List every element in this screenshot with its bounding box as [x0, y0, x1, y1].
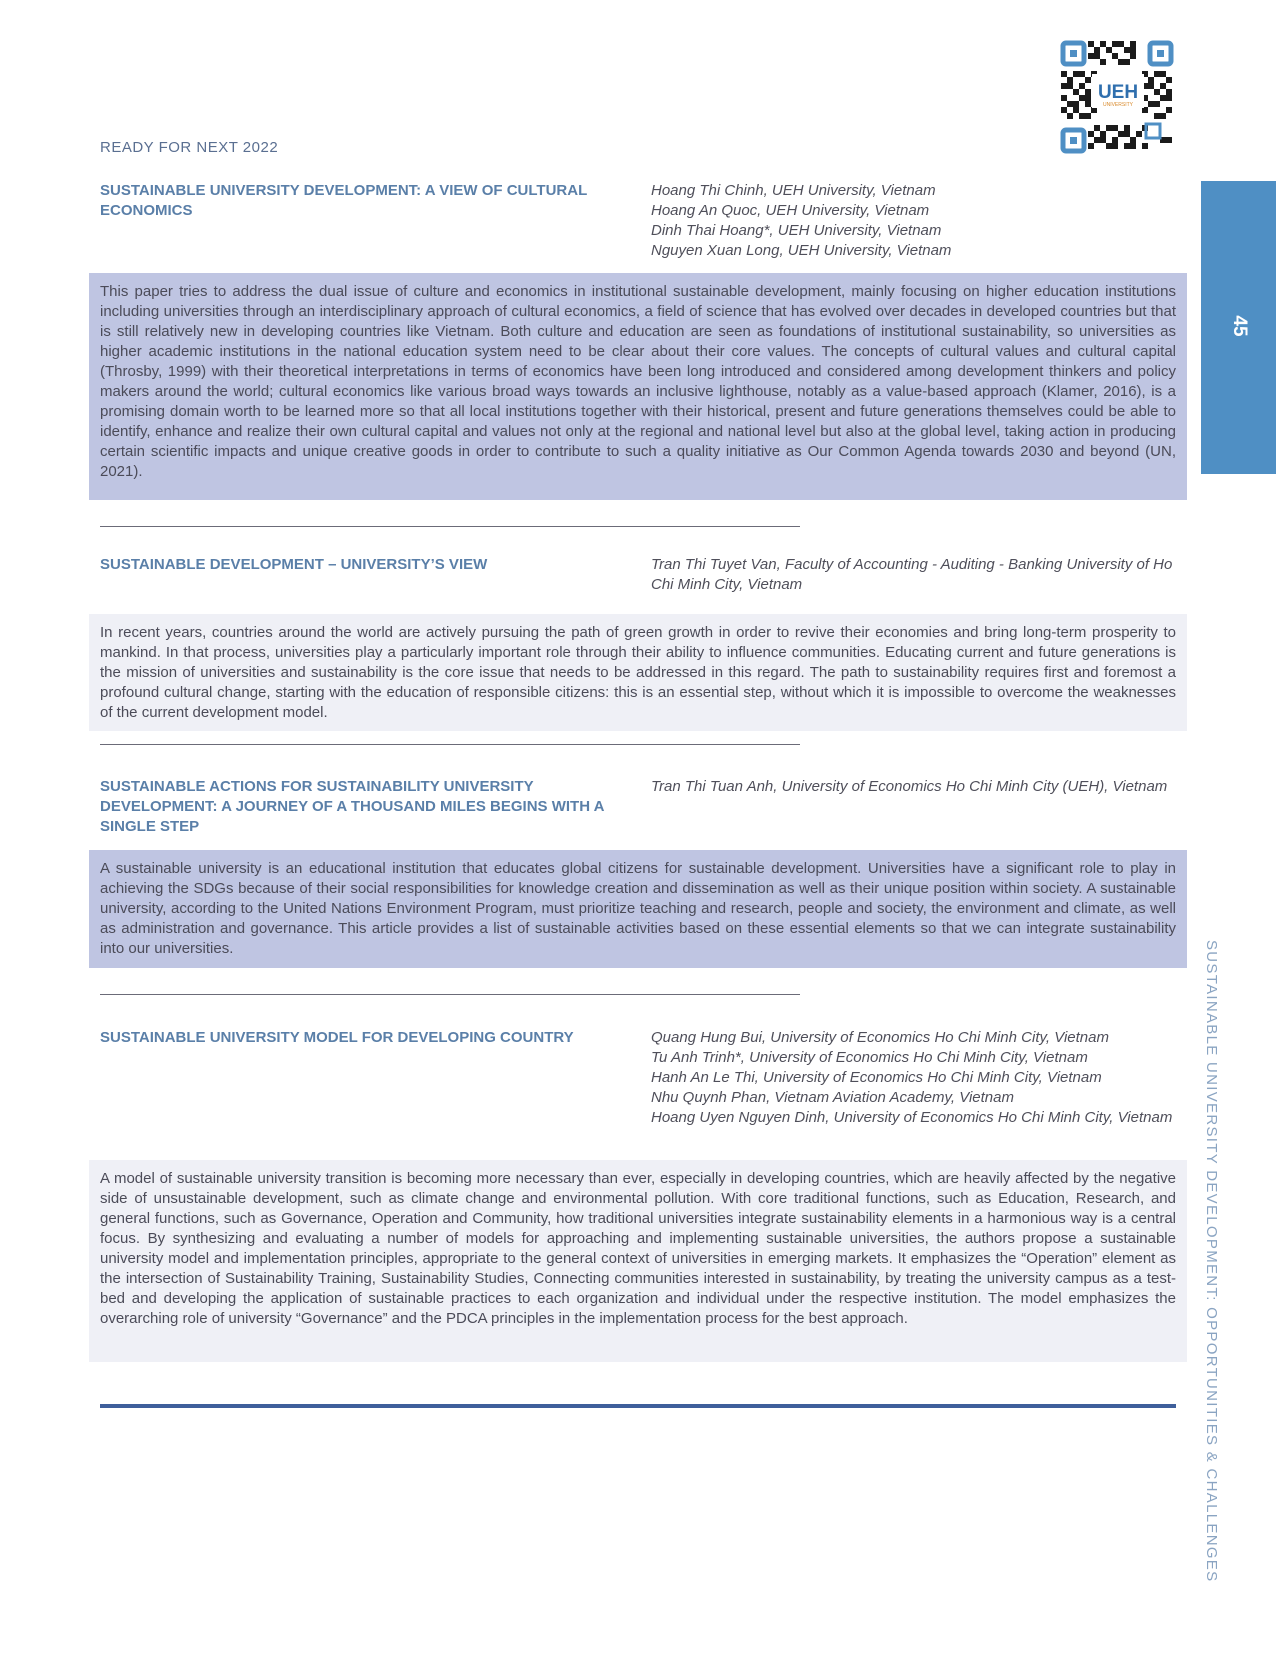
- author: Tran Thi Tuyet Van, Faculty of Accounting - Auditing - Banking University of Ho Chi Minh City, Vietnam: [651, 556, 1173, 593]
- author: Hoang Uyen Nguyen Dinh, University of Economics Ho Chi Minh City, Vietnam: [651, 1109, 1173, 1126]
- page-number: 45: [1228, 315, 1250, 337]
- author: Hoang An Quoc, UEH University, Vietnam: [651, 202, 930, 219]
- qr-code: [1058, 38, 1176, 156]
- article-4-authors: [651, 1028, 1176, 1128]
- article-1-title: SUSTAINABLE UNIVERSITY DEVELOPMENT: A VIEW OF CULTURAL ECONOMICS: [100, 182, 587, 219]
- article-1-abstract: This paper tries to address the dual issue of culture and economics in institutional sustainable development, mainly focusing on higher education institutions including universities through an interdisciplinary approach of cultural economics, a field of science that has evolved over decades in developed countries but that is still relatively new in developing countries like Vietnam. Both culture and education are seen as foundations of institutional sustainability, so universities as higher academic institutions in the national education system need to be clear about their core values. The concepts of cultural values and cultural capital (Throsby, 1999) with their theoretical interpretations in terms of economics have been long introduced and considered among development thinkers and policy makers around the world; cultural economics like various broad ways towards an inclusive lighthouse, notably as a value-based approach (Klamer, 2016), is a promising domain worth to be learned more so that all local institutions together with their historical, present and future generations themselves could be able to identify, enhance and realize their own cultural capital and values not only at the regional and national level but also at the global level, taking action in producing certain scientific impacts and unique creative goods in order to contribute to such a quality initiative as Our Common Agenda towards 2030 and beyond (UN, 2021).: [89, 273, 1187, 500]
- article-2-abstract: In recent years, countries around the world are actively pursuing the path of green growth in order to revive their economies and bring long-term prosperity to mankind. In that process, universities play a particularly important role through their ability to influence communities. Educating current and future generations is the mission of universities and sustainability is the core issue that needs to be addressed in this regard. The path to sustainability requires first and foremost a profound cultural change, starting with the education of responsible citizens: this is an essential step, without which it is impossible to overcome the weaknesses of the current development model.: [89, 614, 1187, 731]
- author: Tu Anh Trinh*, University of Economics Ho Chi Minh City, Vietnam: [651, 1049, 1088, 1066]
- author: Dinh Thai Hoang*, UEH University, Vietnam: [651, 222, 942, 239]
- article-3-title: SUSTAINABLE ACTIONS FOR SUSTAINABILITY UNIVERSITY DEVELOPMENT: A JOURNEY OF A THOUSAND MILES BEGINS WITH A SINGLE STEP: [100, 778, 604, 835]
- footer-rule: [100, 1404, 1176, 1408]
- article-4-title: SUSTAINABLE UNIVERSITY MODEL FOR DEVELOPING COUNTRY: [100, 1029, 574, 1046]
- author: Hoang Thi Chinh, UEH University, Vietnam: [651, 182, 936, 199]
- qr-logo-text: UEH: [1097, 82, 1139, 103]
- author: Quang Hung Bui, University of Economics Ho Chi Minh City, Vietnam: [651, 1029, 1109, 1046]
- author: Tran Thi Tuan Anh, University of Economics Ho Chi Minh City (UEH), Vietnam: [651, 778, 1168, 795]
- section-divider: [100, 526, 800, 527]
- article-1-authors: [651, 181, 1176, 261]
- article-3-authors: [651, 777, 1176, 797]
- author: Nhu Quynh Phan, Vietnam Aviation Academy, Vietnam: [651, 1089, 1014, 1106]
- article-4-abstract: A model of sustainable university transition is becoming more necessary than ever, especially in developing countries, which are heavily affected by the negative side of unsustainable development, such as climate change and environmental pollution. With core traditional functions, such as Education, Research, and general functions, such as Governance, Operation and Community, how traditional universities integrate sustainability elements in a harmonious way is a central focus. By synthesizing and evaluating a number of models for approaching and implementing sustainable universities, the authors propose a sustainable university model and implementation principles, appropriate to the general context of universities in emerging markets. It emphasizes the “Operation” element as the intersection of Sustainability Training, Sustainability Studies, Connecting communities interested in sustainability, by treating the university campus as a test-bed and developing the application of sustainable practices to each organization and individual under the respective institution. The model emphasizes the overarching role of university “Governance” and the PDCA principles in the implementation process for the best approach.: [89, 1160, 1187, 1362]
- article-2-authors: [651, 555, 1176, 595]
- section-divider: [100, 744, 800, 745]
- article-3-abstract: A sustainable university is an educational institution that educates global citizens for sustainable development. Universities have a significant role to play in achieving the SDGs because of their social responsibilities for knowledge creation and dissemination as well as their unique position within society. A sustainable university, according to the United Nations Environment Program, must prioritize teaching and research, people and society, the environment and climate, as well as administration and governance. This article provides a list of sustainable activities based on these essential elements so that we can integrate sustainability into our universities.: [89, 850, 1187, 968]
- section-divider: [100, 994, 800, 995]
- side-section-title-text: SUSTAINABLE UNIVERSITY DEVELOPMENT: OPPORTUNITIES & CHALLENGES: [1203, 940, 1220, 1583]
- article-2-title: SUSTAINABLE DEVELOPMENT – UNIVERSITY’S VIEW: [100, 556, 488, 573]
- author: Nguyen Xuan Long, UEH University, Vietnam: [651, 242, 952, 259]
- author: Hanh An Le Thi, University of Economics Ho Chi Minh City, Vietnam: [651, 1069, 1102, 1086]
- qr-logo-subtext: UNIVERSITY: [1102, 102, 1134, 108]
- page-number-tab: [1201, 181, 1276, 474]
- running-header: READY FOR NEXT 2022: [100, 139, 279, 156]
